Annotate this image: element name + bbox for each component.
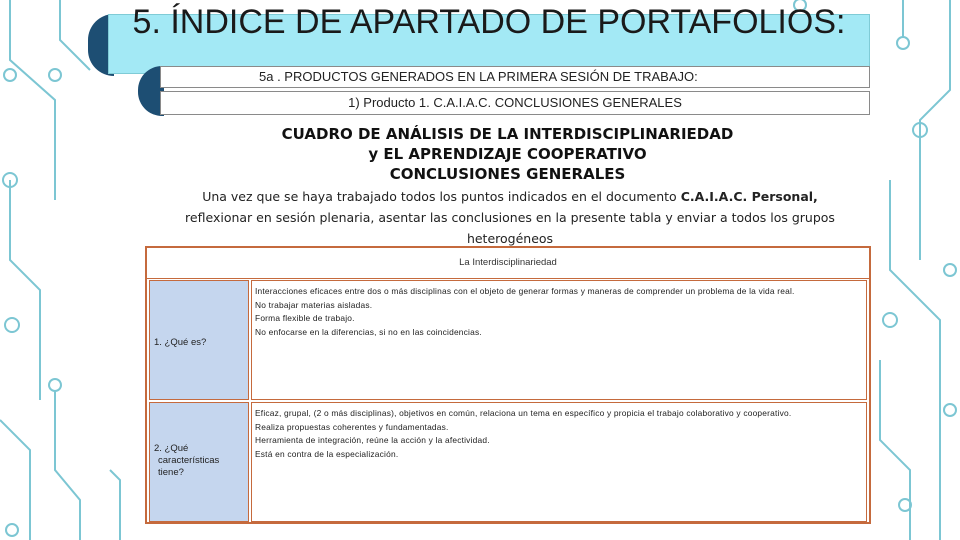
product-bar: 1) Producto 1. C.A.I.A.C. CONCLUSIONES GENERALES (160, 91, 870, 115)
content-line: Herramienta de integración, reúne la acción y la afectividad. (255, 435, 490, 446)
subtitle-bar: 5a . PRODUCTOS GENERADOS EN LA PRIMERA SESIÓN DE TRABAJO: (160, 66, 870, 88)
analysis-table (145, 246, 871, 524)
row-content-cell (251, 280, 867, 400)
row-label-line: 1. ¿Qué es? (154, 337, 207, 348)
heading-line-3: CONCLUSIONES GENERALES (389, 165, 626, 183)
page-title: 5. ÍNDICE DE APARTADO DE PORTAFOLIOS: (132, 3, 846, 41)
intro-text-2: reflexionar en sesión plenaria, asentar las conclusiones en la presente tabla y enviar a todos los grupos heterogéneos (185, 210, 835, 246)
intro-bold: C.A.I.A.C. Personal, (680, 189, 818, 204)
row-label-cell (149, 280, 249, 400)
content-line: Eficaz, grupal, (2 o más disciplinas), objetivos en común, relaciona un tema en específico y propicia el trabajo colaborativo y cooperativo. (255, 408, 792, 418)
intro-paragraph (170, 186, 850, 249)
row-label-line: 2. ¿Qué (154, 443, 189, 454)
table-header: La Interdisciplinariedad (147, 248, 869, 279)
intro-text-1: Una vez que se haya trabajado todos los puntos indicados en el documento (202, 189, 681, 204)
heading-line-1: CUADRO DE ANÁLISIS DE LA INTERDISCIPLINARIEDAD (281, 125, 734, 143)
content-line: No enfocarse en la diferencias, si no en las coincidencias. (255, 326, 482, 337)
row-label-line: características (158, 455, 220, 466)
content-line: Realiza propuestas coherentes y fundamentadas. (255, 421, 449, 432)
content-line: Forma flexible de trabajo. (255, 313, 355, 324)
row-content-cell (251, 402, 867, 522)
content-line: Está en contra de la especialización. (255, 448, 399, 459)
document-heading (145, 124, 870, 184)
row-label-cell (149, 402, 249, 522)
content-line: No trabajar materias aisladas. (255, 299, 373, 310)
content-line: Interacciones eficaces entre dos o más disciplinas con el objeto de generar formas y maneras de comprender un problema de la vida real. (255, 286, 795, 296)
heading-line-2: y EL APRENDIZAJE COOPERATIVO (368, 145, 647, 163)
row-label-line: tiene? (158, 467, 184, 478)
